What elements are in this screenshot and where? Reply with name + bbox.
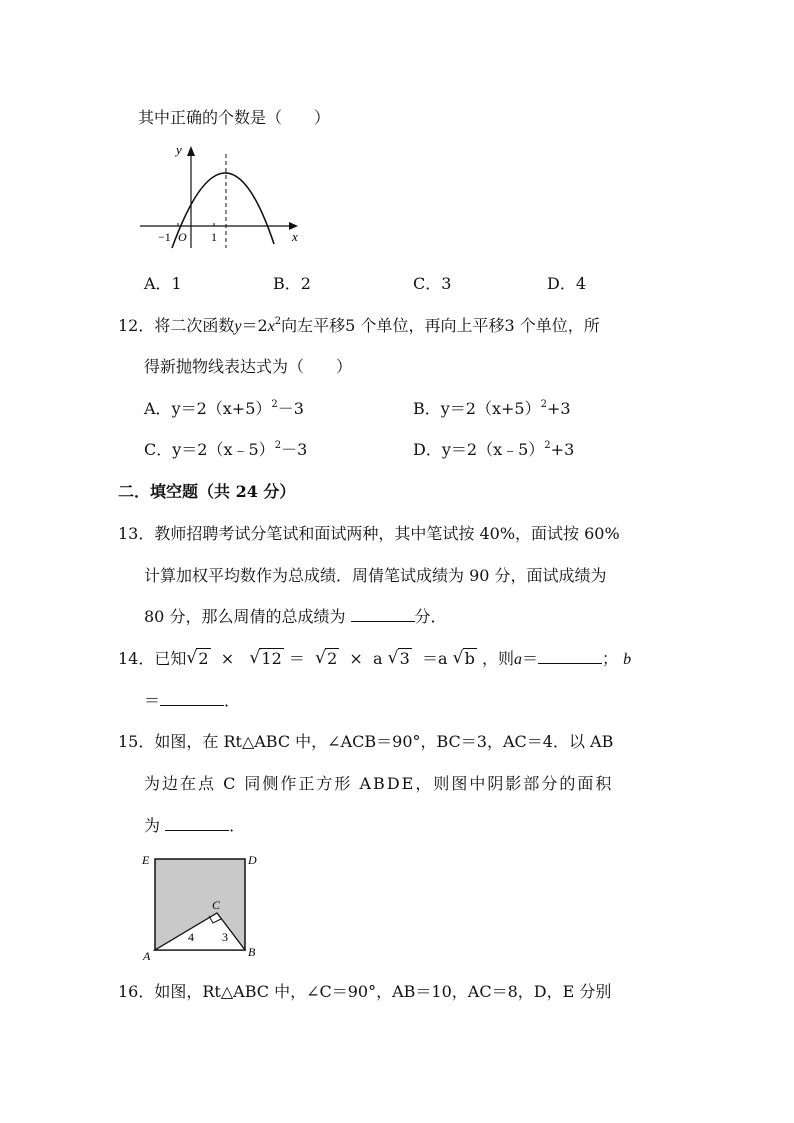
label-A: A: [143, 949, 151, 963]
answer-blank[interactable]: [165, 816, 229, 831]
label-D: D: [248, 853, 257, 867]
q12-num: 12．: [118, 316, 155, 335]
label-4: 4: [188, 930, 194, 944]
graph-origin: O: [178, 230, 187, 244]
q14-line2: ＝ ．: [144, 691, 241, 710]
q11-stem: 其中正确的个数是（ ）: [138, 108, 331, 127]
q13-line3: 80 分，那么周倩的总成绩为 分．: [144, 607, 447, 626]
graph-tick-neg1: −1: [158, 230, 171, 244]
sqrt-3: √ 3: [387, 648, 410, 668]
square-triangle-figure: [138, 850, 268, 966]
sqrt-2: √ 2: [186, 648, 209, 668]
label-3: 3: [222, 930, 228, 944]
q11-option-a: A．1: [144, 274, 182, 293]
q15-line1: 15．如图，在 Rt△ABC 中，∠ACB＝90°，BC＝3，AC＝4．以 AB: [118, 732, 614, 751]
label-E: E: [142, 853, 150, 867]
answer-blank[interactable]: [351, 607, 415, 622]
q14-line1: 14．已知 √ 2 × √ 12 ＝ √ 2 × a √ 3 ＝a √ b ，则a＝ ； b: [118, 648, 632, 668]
section-title: 二．填空题（共 24 分）: [118, 482, 296, 501]
q12-option-c: C．y＝2（x﹣5）$^2$－3: [144, 440, 308, 459]
sqrt-b: √ b: [452, 648, 475, 668]
q16-line1: 16．如图，Rt△ABC 中，∠C＝90°，AB＝10，AC＝8，D，E 分别: [118, 982, 612, 1001]
q15-line3: 为 ．: [144, 816, 246, 835]
answer-blank-b[interactable]: [160, 691, 224, 706]
q15-line2: 为边在点 C 同侧作正方形 ABDE，则图中阴影部分的面积: [144, 774, 614, 793]
graph-x-label: x: [292, 229, 298, 244]
q13-line2: 计算加权平均数作为总成绩．周倩笔试成绩为 90 分，面试成绩为: [144, 566, 607, 585]
q12-line2: 得新抛物线表达式为（ ）: [144, 357, 353, 376]
q11-option-d: D．4: [547, 274, 587, 293]
q12-option-a: A．$y=2(x+5)^2-3$: [144, 399, 304, 418]
graph-tick-1: 1: [211, 230, 217, 244]
sqrt-2b: √ 2: [315, 648, 338, 668]
graph-y-label: y: [176, 142, 182, 157]
label-B: B: [248, 945, 256, 959]
q11-option-c: C．3: [413, 274, 452, 293]
q12-option-d: D．y＝2（x﹣5）$^2$+3: [413, 440, 575, 459]
q12-option-b: B．$y=2(x+5)^2+3$: [413, 399, 571, 418]
q13-line1: 13．教师招聘考试分笔试和面试两种，其中笔试按 40%，面试按 60%: [118, 524, 620, 543]
sqrt-12: √ 12: [249, 648, 282, 668]
label-C: C: [212, 898, 221, 912]
answer-blank-a[interactable]: [538, 649, 602, 664]
q12-line1: 12．将二次函数$y=2x^2$向左平移5 个单位，再向上平移3 个单位，所: [118, 316, 600, 335]
parabola-graph: [138, 140, 308, 252]
q11-option-b: B．2: [273, 274, 311, 293]
